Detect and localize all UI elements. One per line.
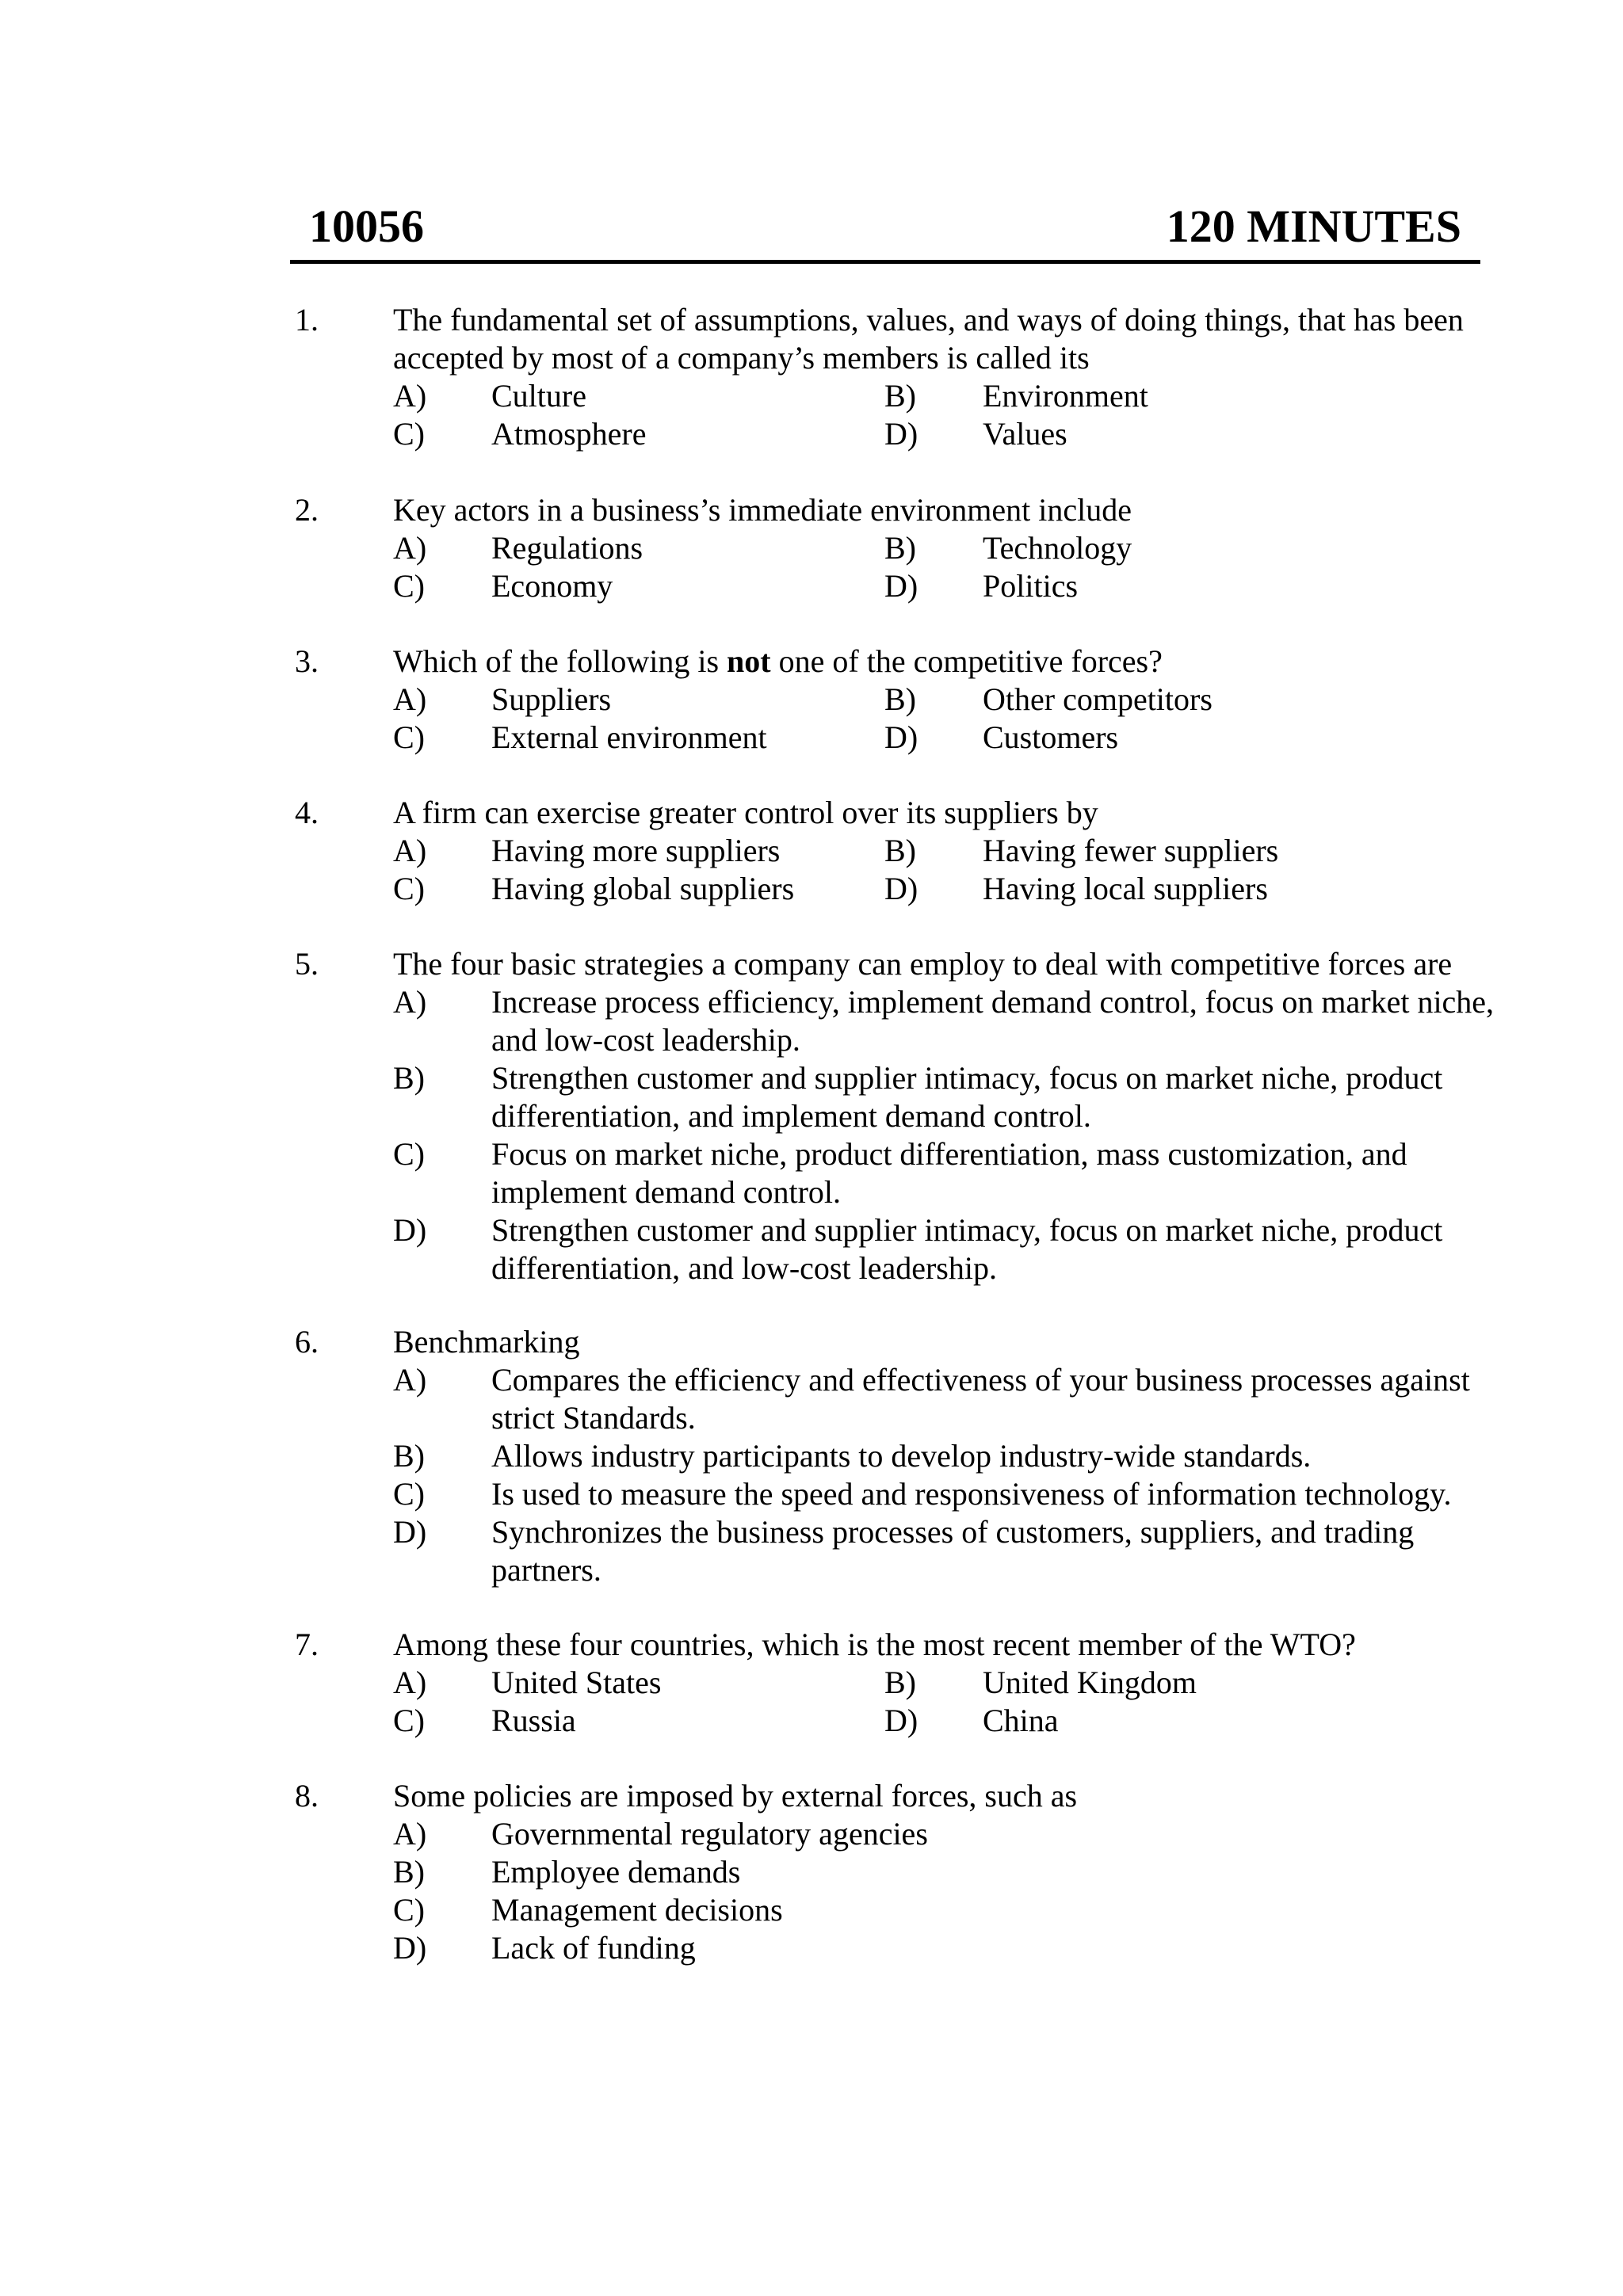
question-7 <box>295 1626 1499 1740</box>
option-text: Increase process efficiency, implement demand control, focus on market niche, and low-cost leadership. <box>491 984 1495 1058</box>
option-letter: A) <box>393 681 427 717</box>
option-letter: D) <box>393 1930 427 1966</box>
question-text: Among these four countries, which is the most recent member of the WTO? <box>393 1627 1356 1662</box>
option-letter: A) <box>393 1362 427 1398</box>
question-text-emphasis: not <box>727 643 771 679</box>
option-letter: A) <box>393 1665 427 1700</box>
option-row <box>295 415 1499 453</box>
question-text-end: one of the competitive forces? <box>770 643 1163 679</box>
option-letter: D) <box>393 1514 427 1550</box>
question-8 <box>295 1777 1499 1967</box>
question-1 <box>295 301 1499 453</box>
option-letter: D) <box>884 568 918 604</box>
question-5 <box>295 945 1499 1287</box>
option-letter: B) <box>884 378 916 414</box>
question-text: The fundamental set of assumptions, values, and ways of doing things, that has been accepted by most of a company’s members is called its <box>393 302 1464 376</box>
option-text: Is used to measure the speed and responsiveness of information technology. <box>491 1476 1452 1512</box>
question-text: Key actors in a business’s immediate environment include <box>393 492 1132 528</box>
option-row <box>295 983 1499 1059</box>
option-letter: C) <box>393 1136 425 1172</box>
option-text: Employee demands <box>491 1854 741 1890</box>
option-letter: C) <box>393 416 425 452</box>
option-text: Other competitors <box>983 681 1212 717</box>
option-row <box>295 1475 1499 1513</box>
question-number: 3. <box>295 643 319 679</box>
question-number: 7. <box>295 1627 319 1662</box>
question-number: 8. <box>295 1778 319 1814</box>
option-text: Synchronizes the business processes of customers, suppliers, and trading partners. <box>491 1514 1415 1588</box>
option-text: Environment <box>983 378 1148 414</box>
option-row <box>295 567 1499 605</box>
option-text: Atmosphere <box>491 416 647 452</box>
option-letter: D) <box>393 1212 427 1248</box>
option-letter: A) <box>393 833 427 868</box>
option-letter: B) <box>393 1854 425 1890</box>
option-text: Customers <box>983 719 1119 755</box>
question-number: 5. <box>295 946 319 982</box>
option-row <box>295 1891 1499 1929</box>
option-row <box>295 1059 1499 1135</box>
question-6 <box>295 1323 1499 1589</box>
exam-code: 10056 <box>309 200 424 252</box>
option-letter: C) <box>393 871 425 906</box>
option-row <box>295 1853 1499 1891</box>
option-letter: B) <box>884 681 916 717</box>
option-text: Focus on market niche, product differentiation, mass customization, and implement demand control. <box>491 1136 1407 1210</box>
question-3 <box>295 643 1499 757</box>
question-number: 6. <box>295 1324 319 1360</box>
option-text: Strengthen customer and supplier intimacy, focus on market niche, product differentiation, and implement demand control. <box>491 1060 1443 1134</box>
option-letter: B) <box>884 1665 916 1700</box>
option-row <box>295 377 1499 415</box>
option-text: Having global suppliers <box>491 871 795 906</box>
option-letter: B) <box>884 833 916 868</box>
option-text: Technology <box>983 530 1132 566</box>
question-text-start: Which of the following is <box>393 643 727 679</box>
option-letter: A) <box>393 530 427 566</box>
option-text: Strengthen customer and supplier intimacy, focus on market niche, product differentiation, and low-cost leadership. <box>491 1212 1443 1286</box>
option-text: China <box>983 1703 1059 1738</box>
option-letter: A) <box>393 1816 427 1852</box>
exam-header <box>290 201 1480 264</box>
option-letter: C) <box>393 719 425 755</box>
exam-duration: 120 MINUTES <box>1166 200 1461 252</box>
option-letter: D) <box>884 871 918 906</box>
option-text: Russia <box>491 1703 576 1738</box>
option-text: Lack of funding <box>491 1930 696 1966</box>
option-letter: D) <box>884 719 918 755</box>
option-row <box>295 529 1499 567</box>
option-letter: D) <box>884 416 918 452</box>
question-text: Some policies are imposed by external forces, such as <box>393 1778 1078 1814</box>
option-text: Economy <box>491 568 613 604</box>
option-text: Values <box>983 416 1067 452</box>
question-number: 4. <box>295 795 319 830</box>
option-letter: A) <box>393 378 427 414</box>
option-letter: B) <box>884 530 916 566</box>
option-row <box>295 1702 1499 1740</box>
question-text: Benchmarking <box>393 1324 580 1360</box>
option-text: Governmental regulatory agencies <box>491 1816 928 1852</box>
question-text: A firm can exercise greater control over its suppliers by <box>393 795 1098 830</box>
option-row <box>295 1815 1499 1853</box>
option-text: Culture <box>491 378 586 414</box>
option-text: Regulations <box>491 530 643 566</box>
option-text: United States <box>491 1665 662 1700</box>
option-letter: D) <box>884 1703 918 1738</box>
option-text: Politics <box>983 568 1079 604</box>
option-row <box>295 1135 1499 1211</box>
option-text: Having fewer suppliers <box>983 833 1279 868</box>
option-row <box>295 681 1499 719</box>
option-row <box>295 1211 1499 1287</box>
option-letter: C) <box>393 1476 425 1512</box>
option-text: Compares the efficiency and effectiveness of your business processes against strict Standards. <box>491 1362 1470 1436</box>
option-row <box>295 832 1499 870</box>
question-number: 2. <box>295 492 319 528</box>
option-row <box>295 870 1499 908</box>
option-row <box>295 1929 1499 1967</box>
option-text: Having more suppliers <box>491 833 781 868</box>
option-row <box>295 719 1499 757</box>
question-text <box>393 643 1499 681</box>
option-text: Having local suppliers <box>983 871 1268 906</box>
option-row <box>295 1361 1499 1437</box>
option-row <box>295 1437 1499 1475</box>
option-text: Management decisions <box>491 1892 783 1928</box>
question-4 <box>295 794 1499 908</box>
option-letter: A) <box>393 984 427 1020</box>
option-letter: B) <box>393 1438 425 1474</box>
option-text: External environment <box>491 719 767 755</box>
option-letter: C) <box>393 1703 425 1738</box>
question-2 <box>295 491 1499 605</box>
option-row <box>295 1513 1499 1589</box>
option-row <box>295 1664 1499 1702</box>
option-letter: C) <box>393 568 425 604</box>
option-text: Suppliers <box>491 681 612 717</box>
option-letter: C) <box>393 1892 425 1928</box>
question-text: The four basic strategies a company can employ to deal with competitive forces are <box>393 946 1453 982</box>
question-number: 1. <box>295 302 319 338</box>
option-letter: B) <box>393 1060 425 1096</box>
option-text: Allows industry participants to develop industry-wide standards. <box>491 1438 1312 1474</box>
option-text: United Kingdom <box>983 1665 1197 1700</box>
